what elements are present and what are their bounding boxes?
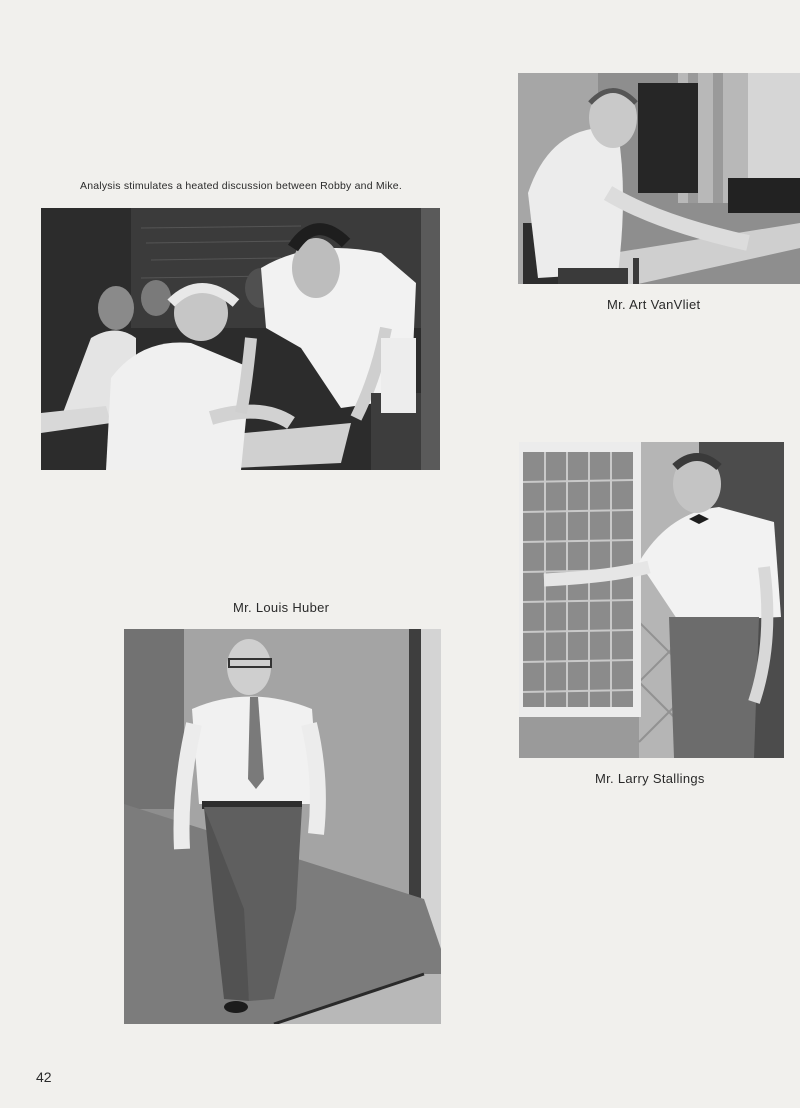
photo-classroom xyxy=(41,208,440,470)
page-number: 42 xyxy=(36,1069,52,1085)
caption-louis-huber: Mr. Louis Huber xyxy=(233,600,330,615)
photo-larry-stallings xyxy=(519,442,784,758)
caption-larry-stallings: Mr. Larry Stallings xyxy=(595,771,705,786)
caption-art-vanvliet: Mr. Art VanVliet xyxy=(607,297,701,312)
caption-classroom: Analysis stimulates a heated discussion between Robby and Mike. xyxy=(80,180,402,192)
photo-art-vanvliet xyxy=(518,73,800,284)
photo-louis-huber xyxy=(124,629,441,1024)
